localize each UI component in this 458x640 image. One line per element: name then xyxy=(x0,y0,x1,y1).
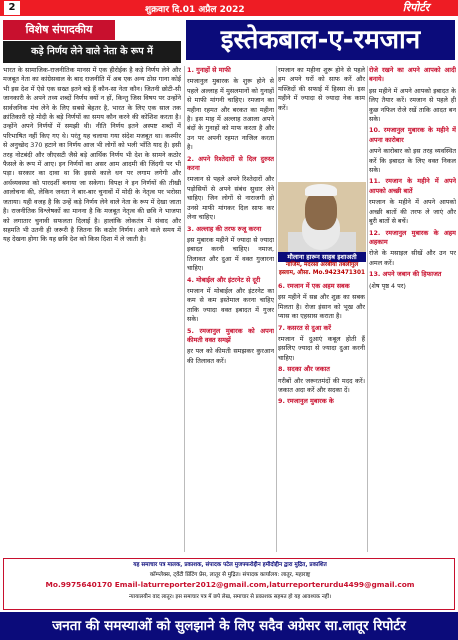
column-divider xyxy=(276,66,277,552)
masthead: रिपोर्टर xyxy=(378,0,454,16)
author-photo xyxy=(278,182,366,252)
photo-subcaption: नाजिम, मदरसा अरबीया तबलीगुल इस्लाम, औसा. Mo.9423471301 xyxy=(278,262,366,276)
article-column-1 xyxy=(187,66,274,556)
article-column-3 xyxy=(369,66,456,556)
paragraph: इस महीने में सब्र और शुक्र का सबक मिलता है। रोजा इंसान को भूख और प्यास का एहसास कराता है। xyxy=(278,293,365,321)
left-article-body: भारत के सामाजिक-राजनीतिक मानस में एक हीरोईक है कड़े निर्णय लेने और मजबूत नेता का कांग्रेसवाल के बाद राजनीति में अब एक अन्य ठोस गाना कोई भी इस देश में ऐसे एक सख्त इतने बड़े हैं कौन-सा नेता कौन। जितनी छोटी-सी जानकारी के अपने तथ्य शब्दों निर्णय क्यों न हों, किन्तु जिस विषय पर उन्होंने सार्वजनिक मंच लेने के लिए सबसे बेहतर है, भारत के लिए एक साल तक क्रांतिकारी रहे मोदी के बड़े निर्णयों का समय कौन करने की कोशिश करता है। उन्होंने अपने निर्णयों में समझी थी। नीति निर्णय इतने अस्पष्ट शब्दों में परिभाषित नहीं किए गए थे। परंतु यह चलाया गया संदेश मजबूत था। कश्मीर से अनुच्छेद 370 हटाने का निर्णय आज भी लोगों को भली भाँति याद है। इसी तरह नोटबंदी और जीएसटी जैसे बड़े आर्थिक निर्णय भी देश के सामने कठोर फैसले के रूप में आए। इन निर्णयों का असर आम आदमी की जिंदगी पर भी पड़ा। सरकार का दावा था कि इससे काले धन पर लगाम लगेगी और अर्थव्यवस्था को पारदर्शी बनाया जा सकेगा। विपक्ष ने इन निर्णयों की तीखी आलोचना की, लेकिन जनता ने बार-बार चुनावों में मोदी के नेतृत्व पर भरोसा जताया। यही वजह है कि उन्हें कड़े निर्णय लेने वाले नेता के रूप में देखा जाता है। राजनीतिक विश्लेषकों का मानना है कि मजबूत नेतृत्व की छवि ने भाजपा को लगातार चुनावी सफलता दिलाई है। हालांकि लोकतंत्र में संवाद और सहमति भी उतनी ही जरूरी है जितना कि कठोर निर्णय। आने वाले समय में यह देखना होगा कि यह छवि देश को किस दिशा में ले जाती है। xyxy=(3,66,181,244)
paragraph: रोजे के मसाइल सीखें और उन पर अमल करें। xyxy=(369,249,456,267)
paragraph: रमजान से पहले अपने रिश्तेदारों और पड़ोसियों से अपने संबंध सुधार लेने चाहिए। जिन लोगों से नाराजगी हो उनसे माफी मांगकर दिल साफ कर लेना चाहिए। xyxy=(187,175,274,222)
paragraph: गरीबों और जरूरतमंदों की मदद करें। जकात अदा करें और सदका दें। xyxy=(278,376,365,395)
subheading: 8. सदका और जकात xyxy=(278,365,330,374)
subheading: 3. अल्लाह की तरफ रुजू करना xyxy=(187,224,262,233)
paragraph: हर पल को कीमती समझकर कुरआन की तिलावत करें। xyxy=(187,347,274,365)
subheading: 9. रमजानुल मुबारक के xyxy=(278,397,334,406)
main-title: इस्तेकबाल-ए-रमजान xyxy=(186,20,455,60)
subheading: 10. रमजानुल मुबारक के महीने में अपना कारोबार xyxy=(369,126,456,144)
continued-note: (शेष पृष्ठ 4 पर) xyxy=(369,281,406,290)
imprint-line: यह समाचार पत्र मालक, प्रकाशक, संपादक पटेल मुजफ्फरोद्दीन हमीदोद्दीन द्वारा मुद्रित, प्रकाशित xyxy=(133,562,327,568)
paragraph: रमजानुल मुबारक के शुरू होने से पहले अल्लाह में मुसलमानों को गुनाहों से माफी मांगनी चाहिए। रमजान का महीना रहमत और बरकत का महीना है। इस माह में अल्लाह तआला अपने बंदों के गुनाहों को माफ करता है और उन पर अपनी रहमत नाजिल करता है। xyxy=(187,77,274,152)
subheading: 6. रमजान में एक अहम सबक xyxy=(278,282,350,290)
imprint-line: कॉम्प्लेक्स, ट्वेंटी प्रिंटिंग प्रेस, लातूर से मुद्रित। संपादक कार्यालय: लातूर, महाराष्ट्र xyxy=(149,572,311,578)
left-headline: कड़े निर्णय लेने वाले नेता के रूप में xyxy=(3,41,181,63)
photo-caption: मौलाना हारून साहब इशाअती xyxy=(278,252,366,262)
subheading: 4. मोबाईल और इंटरनेट से दूरी xyxy=(187,275,261,284)
disclaimer-line: न्यायालयीन वाद लातूर। इस समाचार पत्र में छपे लेख, समाचार से प्रकाशक सहमत हो यह आवश्यक नहीं। xyxy=(128,594,332,600)
subheading: 5. रमजानुल मुबारक को अपना कीमती वक्त समझें xyxy=(187,326,274,344)
column-divider xyxy=(184,66,185,552)
subheading: 1. गुनाहों से माफी xyxy=(187,66,231,74)
subheading: 12. रमजानुल मुबारक के अहम अहकाम xyxy=(369,228,456,246)
subheading: रोजे रखने का अपने आपको आदी बनाये। xyxy=(369,66,456,84)
dateline: शुक्रवार दि.01 अप्रैल 2022 xyxy=(145,5,245,15)
paragraph: इस महीने में अपने आपको इबादत के लिए तैयार करें। रमजान से पहले ही कुछ नफिल रोजे रखें ताकि आदत बन सके। xyxy=(369,86,456,124)
subheading: 11. रमजान के महीने में अपने आपको अच्छी बातें xyxy=(369,177,456,195)
contact-line: Mo.9975640170 Email-laturreporter2012@gmail.com,laturreporterurdu4499@gmail.com xyxy=(45,581,415,589)
subheading: 13. अपने जबान की हिफाजत xyxy=(369,270,442,279)
section-label: विशेष संपादकीय xyxy=(3,20,115,40)
subheading: 7. कसरत से दुआ करें xyxy=(278,323,332,332)
paragraph: रमजान के महीने में अपने आपको अच्छी बातों की तरफ ले जाएं और बुरी बातों से बचें। xyxy=(369,198,456,226)
article-column-2 xyxy=(278,282,365,556)
paragraph: रमजान में दुआएं कबूल होती हैं इसलिए ज्यादा से ज्यादा दुआ करनी चाहिए। xyxy=(278,335,365,362)
paragraph: अपने कारोबार को इस तरह व्यवस्थित करें कि इबादत के लिए वक्त निकल सके। xyxy=(369,147,456,175)
column-divider xyxy=(367,66,368,552)
slogan-bar: जनता की समस्याओं को सुलझाने के लिए सदैव अग्रेसर सा.लातूर रिपोर्टर xyxy=(0,612,458,640)
article-column-2-top xyxy=(278,66,365,178)
paragraph: रमजान में मोबाईल और इंटरनेट का कम से कम इस्तेमाल करना चाहिए ताकि ज्यादा वक्त इबादत में गुजर सके। xyxy=(187,286,274,324)
paragraph: रमजान का महीना शुरू होने से पहले हम अपने घरों को साफ करें और मस्जिदों की सफाई में हिस्सा लें। इस महीने में ज्यादा से ज्यादा नेक काम करें। xyxy=(278,66,365,112)
page-number: 2 xyxy=(4,1,20,15)
imprint-box xyxy=(3,558,455,610)
section-label-spacer xyxy=(117,20,181,40)
paragraph: इस मुबारक महीने में ज्यादा से ज्यादा इबादत करनी चाहिए। नमाज, तिलावत और दुआ में वक्त गुजारना चाहिए। xyxy=(187,235,274,273)
subheading: 2. अपने रिश्तेदारों से दिल दुरुस्त करना xyxy=(187,154,274,173)
